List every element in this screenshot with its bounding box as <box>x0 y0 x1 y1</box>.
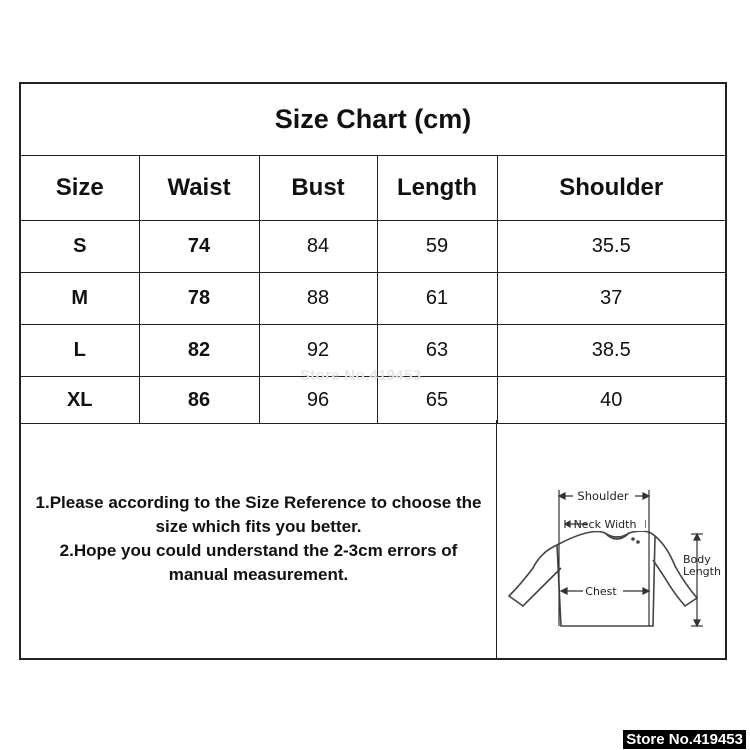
length-cell: 65 <box>377 377 497 424</box>
measurement-notes <box>21 420 497 658</box>
bust-cell: 96 <box>259 377 377 424</box>
notes-section <box>21 420 725 658</box>
size-cell: XL <box>21 377 139 424</box>
size-cell: S <box>21 221 139 273</box>
neck-width-label: Neck Width <box>573 518 637 531</box>
header-length: Length <box>377 156 497 221</box>
waist-cell: 86 <box>139 377 259 424</box>
chart-title: Size Chart (cm) <box>21 84 725 156</box>
store-label: Store No.419453 <box>623 730 746 749</box>
note-2: 2.Hope you could understand the 2-3cm errors of manual measurement. <box>59 541 458 584</box>
size-cell: M <box>21 273 139 325</box>
shoulder-cell: 38.5 <box>497 325 725 377</box>
shoulder-label: Shoulder <box>577 489 629 503</box>
header-shoulder: Shoulder <box>497 156 725 221</box>
header-bust: Bust <box>259 156 377 221</box>
length-cell: 63 <box>377 325 497 377</box>
size-cell: L <box>21 325 139 377</box>
table-row <box>21 273 725 325</box>
bust-cell: 84 <box>259 221 377 273</box>
body-length-label-2: Length <box>683 565 721 578</box>
length-cell: 59 <box>377 221 497 273</box>
waist-cell: 78 <box>139 273 259 325</box>
bust-cell: 92 <box>259 325 377 377</box>
chest-label: Chest <box>585 585 617 598</box>
header-size: Size <box>21 156 139 221</box>
bust-cell: 88 <box>259 273 377 325</box>
shoulder-cell: 35.5 <box>497 221 725 273</box>
table-row <box>21 221 725 273</box>
sweater-diagram-icon <box>499 420 727 658</box>
store-watermark: Store No.419453 <box>300 367 422 384</box>
shoulder-cell: 37 <box>497 273 725 325</box>
measurement-diagram <box>499 420 727 658</box>
length-cell: 61 <box>377 273 497 325</box>
note-1: 1.Please according to the Size Reference to choose the size which fits you better. <box>35 493 482 536</box>
waist-cell: 82 <box>139 325 259 377</box>
header-waist: Waist <box>139 156 259 221</box>
table-header-row <box>21 156 725 221</box>
waist-cell: 74 <box>139 221 259 273</box>
body-length-label-1: Body <box>683 553 711 566</box>
shoulder-cell: 40 <box>497 377 725 424</box>
